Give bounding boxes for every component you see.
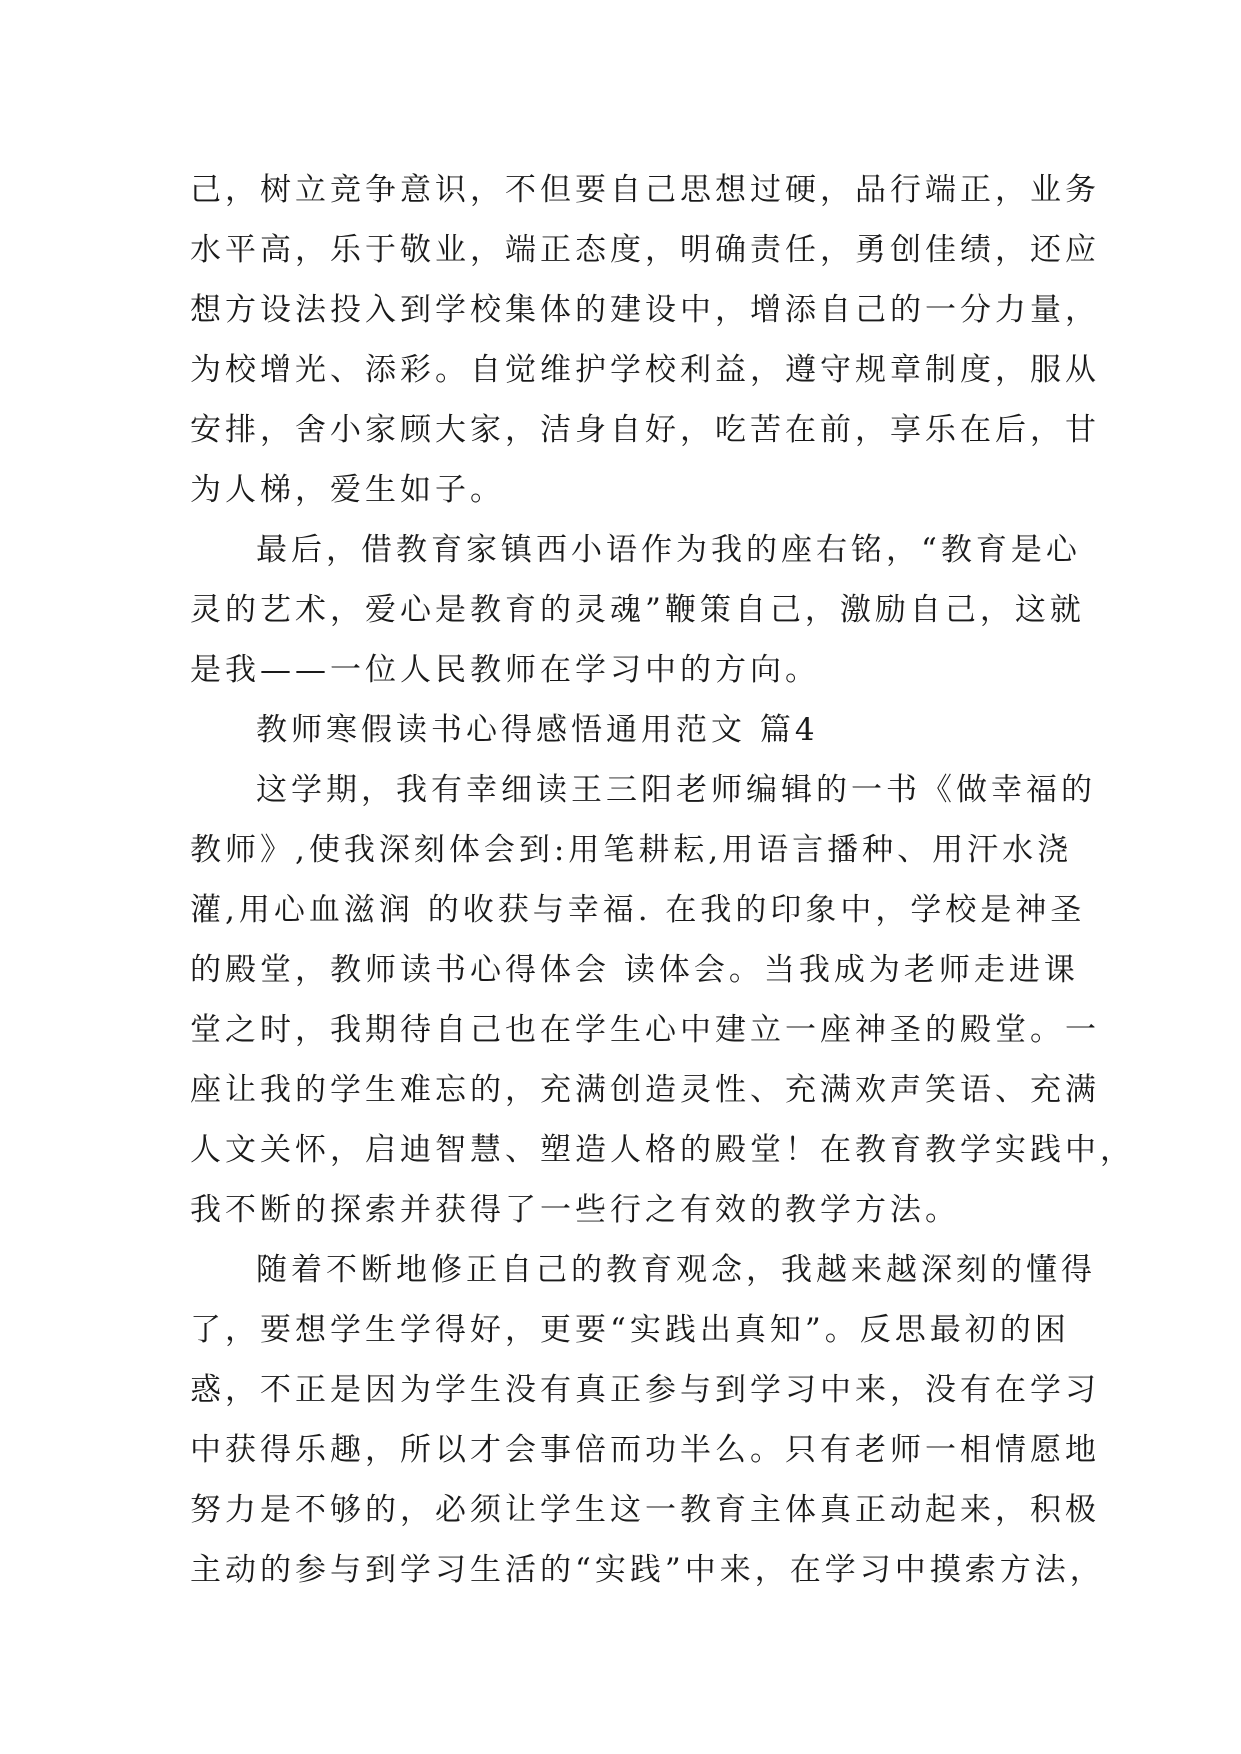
text-line: 堂之时，我期待自己也在学生心中建立一座神圣的殿堂。一 <box>190 1012 1100 1048</box>
text-line: 水平高，乐于敬业，端正态度，明确责任，勇创佳绩，还应 <box>190 232 1100 268</box>
text-line: 努力是不够的，必须让学生这一教育主体真正动起来，积极 <box>190 1492 1100 1528</box>
text-line: 我不断的探索并获得了一些行之有效的教学方法。 <box>190 1192 960 1228</box>
text-line: 这学期，我有幸细读王三阳老师编辑的一书《做幸福的 <box>256 772 1096 808</box>
text-line: 座让我的学生难忘的，充满创造灵性、充满欢声笑语、充满 <box>190 1072 1100 1108</box>
text-line: 中获得乐趣，所以才会事倍而功半么。只有老师一相情愿地 <box>190 1432 1100 1468</box>
text-line: 随着不断地修正自己的教育观念，我越来越深刻的懂得 <box>256 1252 1096 1288</box>
text-line: 惑，不正是因为学生没有真正参与到学习中来，没有在学习 <box>190 1372 1100 1408</box>
document-body <box>190 160 1135 1600</box>
text-line: 了，要想学生学得好，更要“实践出真知”。反思最初的困 <box>190 1312 1070 1348</box>
text-line: 教师寒假读书心得感悟通用范文 篇4 <box>256 712 819 748</box>
text-line: 最后，借教育家镇西小语作为我的座右铭，“教育是心 <box>256 532 1081 568</box>
text-line: 的殿堂，教师读书心得体会 读体会。当我成为老师走进课 <box>190 952 1079 988</box>
text-line: 灵的艺术，爱心是教育的灵魂”鞭策自己，激励自己，这就 <box>190 592 1085 628</box>
text-line: 为人梯，爱生如子。 <box>190 472 505 508</box>
text-line: 己，树立竞争意识，不但要自己思想过硬，品行端正，业务 <box>190 172 1100 208</box>
text-line: 为校增光、添彩。自觉维护学校利益，遵守规章制度，服从 <box>190 352 1100 388</box>
text-line: 教师》,使我深刻体会到:用笔耕耘,用语言播种、用汗水浇 <box>190 832 1073 868</box>
text-line: 想方设法投入到学校集体的建设中，增添自己的一分力量， <box>190 292 1100 328</box>
text-line: 是我——一位人民教师在学习中的方向。 <box>190 652 820 688</box>
text-line: 人文关怀，启迪智慧、塑造人格的殿堂！在教育教学实践中， <box>190 1132 1135 1168</box>
text-line: 灌,用心血滋润 的收获与幸福. 在我的印象中，学校是神圣 <box>190 892 1086 928</box>
text-line: 安排，舍小家顾大家，洁身自好，吃苦在前，享乐在后，甘 <box>190 412 1100 448</box>
text-line: 主动的参与到学习生活的“实践”中来，在学习中摸索方法， <box>190 1552 1105 1588</box>
